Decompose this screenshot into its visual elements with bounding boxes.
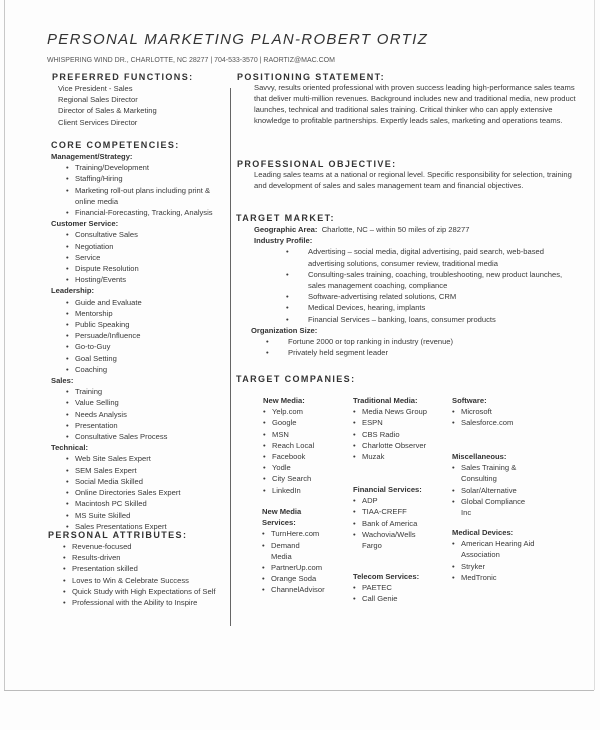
company-group-miscellaneous [452,451,537,518]
list [51,297,229,375]
group-title: Management/Strategy: [51,152,133,161]
group-title: Miscellaneous: [452,452,507,461]
list-item: • Demand Media [262,540,322,562]
list-item: • Consulting-sales training, coaching, troubleshooting, new product launches, sales management coaching, compliance [286,269,581,291]
list [51,386,229,442]
group-title: Telecom Services: [353,572,420,581]
list-item: • Public Speaking [66,319,229,330]
list-item: • Software-advertising related solutions, CRM [286,291,581,302]
list-item: • Medical Devices, hearing, implants [286,302,581,313]
list-item: • Salesforce.com [452,417,547,428]
list-item: • Google [263,417,358,428]
list-item: • Fortune 2000 or top ranking in industry (revenue) [266,336,581,347]
list-item: • Sales Training & Consulting [452,462,537,484]
section-heading: PROFESSIONAL OBJECTIVE: [237,159,397,169]
page-title: PERSONAL MARKETING PLAN-ROBERT ORTIZ [47,31,429,48]
label: Industry Profile: [254,236,313,246]
section-heading: PREFERRED FUNCTIONS: [52,72,194,82]
list-item: • Training/Development [66,162,229,173]
list-item: • Yodle [263,462,358,473]
group-title: Medical Devices: [452,528,514,537]
list [48,541,228,608]
list-item: • TurnHere.com [262,528,322,539]
list [353,582,448,604]
label: Geographic Area: [254,225,318,234]
section-heading: TARGET MARKET: [236,213,335,223]
list-item: Client Services Director [58,117,138,127]
contact-line: WHISPERING WIND DR., CHARLOTTE, NC 28277 | 704-533-3570 | RAORTIZ@MAC.COM [47,57,335,64]
list-item: • Go-to-Guy [66,341,229,352]
company-group-telecom [353,571,448,605]
target-market [236,212,581,358]
list-item: • Privately held segment leader [266,347,581,358]
section-heading: TARGET COMPANIES: [236,374,356,384]
company-group-new-media [263,395,358,496]
list-item: • Financial-Forecasting, Tracking, Analysis [66,207,229,218]
list-item: • Reach Local [263,440,358,451]
preferred-functions [52,71,227,128]
list-item: • Yelp.com [263,406,358,417]
list-item: • Hosting/Events [66,274,229,285]
group-title: New Media: [263,396,305,405]
company-group-new-media-services [262,506,325,596]
group-title: Traditional Media: [353,396,418,405]
list-item: • Persuade/Influence [66,330,229,341]
page-edge [594,0,595,690]
list-item: • City Search [263,473,358,484]
list-item: • Muzak [353,451,448,462]
list-item: • Marketing roll-out plans including print & online media [66,185,229,207]
group-title: Technical: [51,443,88,453]
list-item: • Microsoft [452,406,547,417]
list-item: • Call Genie [353,593,448,604]
section-heading: CORE COMPETENCIES: [51,140,180,150]
list-item: • Loves to Win & Celebrate Success [63,575,228,586]
professional-objective [237,158,577,192]
list-item: • American Hearing Aid Association [452,538,537,560]
list-item: • Sales Presentations Expert [66,521,229,532]
group-title: Leadership: [51,286,95,296]
list-item: • Dispute Resolution [66,263,229,274]
list-item: • Results-driven [63,552,228,563]
group-title: Customer Service: [51,219,119,229]
list-item: Vice President - Sales [58,84,133,93]
list [353,495,433,551]
list-item: • Online Directories Sales Expert [66,487,229,498]
list-item: • SEM Sales Expert [66,465,229,476]
list [51,229,229,285]
list [263,406,358,496]
list-item: • TIAA-CREFF [353,506,433,517]
list-item: • Consultative Sales Process [66,431,229,442]
group-title: Sales: [51,376,74,386]
list-item: • Needs Analysis [66,409,229,420]
list-item: • Solar/Alternative [452,485,537,496]
list-item: • MSN [263,429,358,440]
list-item: • PartnerUp.com [262,562,322,573]
list [262,528,325,595]
list-item: • Mentorship [66,308,229,319]
list-item: • Media News Group [353,406,448,417]
paragraph: Savvy, results oriented professional with proven success leading high-performance sales teams that deliver multi-million revenues. Background includes new and traditional media, new product launches, technical and traditional sales training. Critical thinker who can apply extensive knowledge to profitable partnerships. Expertly leads sales, marketing and operations teams. [254,83,576,125]
column-divider [230,88,231,626]
list-item: • ChannelAdvisor [262,584,322,595]
page-edge [4,0,5,690]
list-item: • Quick Study with High Expectations of Self [63,586,228,597]
section-heading: PERSONAL ATTRIBUTES: [48,530,188,540]
list-item: • Service [66,252,229,263]
list-item: • Web Site Sales Expert [66,453,229,464]
list-item: • Professional with the Ability to Inspire [63,597,228,608]
list-item: • Social Media Skilled [66,476,229,487]
list [452,462,537,518]
company-group-software [452,395,547,429]
list [236,336,581,358]
list-item: • ADP [353,495,433,506]
list [452,538,537,583]
list-item: • Presentation [66,420,229,431]
list [52,83,227,128]
list-item: • Advertising – social media, digital advertising, paid search, web-based advertising solutions, consumer review, traditional media [286,246,581,268]
target-companies [236,373,355,385]
list-item: • Consultative Sales [66,229,229,240]
company-group-financial [353,484,433,551]
list-item: • Goal Setting [66,353,229,364]
list-item: • Revenue-focused [63,541,228,552]
list-item: • Value Selling [66,397,229,408]
value: Charlotte, NC – within 50 miles of zip 28277 [321,225,470,234]
company-group-traditional-media [353,395,448,462]
list-item: Director of Sales & Marketing [58,106,157,116]
list [51,162,229,218]
list-item: • Orange Soda [262,573,322,584]
list-item: • Facebook [263,451,358,462]
positioning-statement [237,71,577,127]
paragraph: Leading sales teams at a national or regional level. Specific responsibility for selection, training and development of sales and sales management team and financial objectives. [254,170,572,190]
personal-attributes [48,529,228,608]
list [452,406,547,428]
list-item: • Coaching [66,364,229,375]
list-item: • Negotiation [66,241,229,252]
list-item: • ESPN [353,417,448,428]
list-item: • Bank of America [353,518,433,529]
list-item: • Wachovia/Wells Fargo [353,529,433,551]
section-heading: POSITIONING STATEMENT: [237,72,385,82]
label: Organization Size: [251,325,318,335]
group-title: Financial Services: [353,485,422,494]
list [236,246,581,324]
list-item: • MS Suite Skilled [66,510,229,521]
list-item: • Charlotte Observer [353,440,448,451]
list-item: • CBS Radio [353,429,448,440]
list [51,453,229,531]
list-item: • Guide and Evaluate [66,297,229,308]
list-item: Regional Sales Director [58,95,138,105]
list [353,406,448,462]
list-item: • LinkedIn [263,485,358,496]
list-item: • PAETEC [353,582,448,593]
list-item: • Stryker [452,561,537,572]
list-item: • Financial Services – banking, loans, consumer products [286,314,581,325]
core-competencies [51,139,229,532]
list-item: • Staffing/Hiring [66,173,229,184]
page-edge [4,690,594,691]
list-item: • Training [66,386,229,397]
list-item: • Macintosh PC Skilled [66,498,229,509]
group-title: Software: [452,396,487,405]
list-item: • Presentation skilled [63,563,228,574]
company-group-medical [452,527,537,583]
list-item: • MedTronic [452,572,537,583]
list-item: • Global Compliance Inc [452,496,537,518]
group-title: New Media Services: [262,507,302,528]
